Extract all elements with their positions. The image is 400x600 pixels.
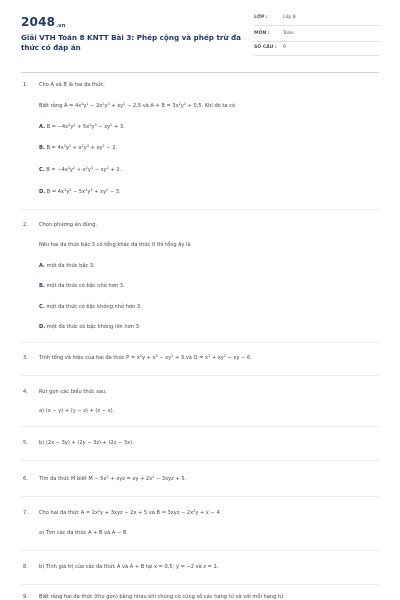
question-text: Tìm đa thức M biết $M - 5x^2$ + xyz = xy + $2x^2 - 3xyz + 5$. bbox=[39, 475, 187, 482]
question-text: Biết rằng hai đa thức (thu gọn) bằng nhau khi chúng có cùng số các hạng tử và với mỗi hạng tử bbox=[39, 594, 284, 600]
option-text: một đa thức bậc 3. bbox=[46, 263, 95, 269]
option-label: B. bbox=[39, 283, 45, 289]
question-text: Rút gọn các biểu thức sau: bbox=[39, 389, 107, 395]
option-d[interactable]: D. $B = 4x^3y^2 - 5x^2y^3 + xy^2 - 3$. bbox=[39, 188, 121, 195]
question-text: Tính tổng và hiệu của hai đa thức $P = x^2y + x^3 - xy^2 + 3$ và $Q = x^3 + xy^2$ − xy − 6. bbox=[39, 354, 252, 361]
logo-suffix: .vn bbox=[56, 23, 66, 29]
question-number: 3. bbox=[23, 355, 28, 361]
meta-row-question-count bbox=[254, 44, 380, 56]
option-label: C. bbox=[39, 304, 45, 310]
option-text: một đa thức có bậc không lớn hơn 3. bbox=[46, 324, 141, 330]
logo-text: 2048 bbox=[21, 15, 56, 29]
question-text: b) (2x − 3y) + (2y − 3z) + (2z − 3x). bbox=[39, 440, 134, 446]
document-title: Giải VTH Toán 8 KNTT Bài 3: Phép cộng và phép trừ đa thức có đáp án bbox=[21, 33, 242, 53]
question-divider bbox=[21, 550, 379, 551]
header-divider bbox=[21, 72, 379, 73]
question-number: 4. bbox=[23, 389, 28, 395]
option-d[interactable] bbox=[39, 324, 140, 331]
option-b[interactable]: B. $B = 4x^3y^2 + x^2y^3 + xy^2 - 2$. bbox=[39, 144, 118, 151]
meta-value: Toán bbox=[283, 31, 294, 36]
question-number: 7. bbox=[23, 510, 28, 516]
option-a[interactable]: A. $B = -4x^3y^2 + 5x^2y^3 - xy^2 + 3$. bbox=[39, 123, 125, 130]
meta-value: Lớp 8 bbox=[283, 15, 296, 20]
meta-row-class bbox=[254, 14, 380, 26]
option-label: A. bbox=[39, 263, 45, 269]
option-c[interactable] bbox=[39, 304, 142, 311]
option-a[interactable] bbox=[39, 263, 95, 270]
question-number: 8. bbox=[23, 564, 28, 570]
site-logo[interactable] bbox=[21, 15, 66, 29]
meta-value: 9 bbox=[283, 45, 286, 50]
question-sub: a) Tìm các đa thức A + B và A − B. bbox=[39, 530, 128, 536]
page-header bbox=[0, 0, 400, 70]
meta-key: LỚP : bbox=[254, 15, 268, 20]
question-divider bbox=[21, 209, 379, 210]
question-divider bbox=[21, 584, 379, 585]
question-number: 2. bbox=[23, 222, 28, 228]
meta-row-subject bbox=[254, 30, 380, 42]
question-number: 9. bbox=[23, 594, 28, 600]
option-label: D. bbox=[39, 324, 46, 330]
question-given: Biết rằng $A = 4x^3y^2 - 2x^2y^3 + xy^2 - 2,5$ và $A + B = 3x^2y^3 + 0,5$. Khi đó ta có bbox=[39, 102, 236, 109]
question-number: 6. bbox=[23, 476, 28, 482]
question-text: Cho hai đa thức $A = 2x^2y + 3xyz - 2x + 5$ và $B = 3xyz - 2x^2y + x - 4$. bbox=[39, 509, 222, 516]
question-sub: a) (x − y) + (y − z) + (z − x). bbox=[39, 408, 115, 414]
question-divider bbox=[21, 496, 379, 497]
question-text: Chọn phương án đúng. bbox=[39, 222, 98, 228]
question-given: Nếu hai đa thức bậc 3 có tổng khác đa thức 0 thì tổng ấy là bbox=[39, 242, 191, 248]
meta-key: SỐ CÂU : bbox=[254, 45, 277, 50]
question-divider bbox=[21, 342, 379, 343]
option-c[interactable]: C. $B = -4x^3y^2 + x^2y^3 - xy^2 + 2$. bbox=[39, 166, 122, 173]
option-b[interactable] bbox=[39, 283, 125, 290]
option-text: một đa thức có bậc nhỏ hơn 3. bbox=[46, 283, 125, 289]
question-text: Cho A và B là hai đa thức. bbox=[39, 82, 105, 88]
question-divider bbox=[21, 375, 379, 376]
question-number: 5. bbox=[23, 440, 28, 446]
question-number: 1. bbox=[23, 82, 28, 88]
question-text: b) Tính giá trị của các đa thức A và A + B tại x = 0,5; y = −2 và z = 1. bbox=[39, 564, 219, 570]
meta-key: MÔN : bbox=[254, 31, 270, 36]
option-text: một đa thức có bậc không nhỏ hơn 3. bbox=[46, 304, 142, 310]
question-divider bbox=[21, 460, 379, 461]
question-divider bbox=[21, 426, 379, 427]
